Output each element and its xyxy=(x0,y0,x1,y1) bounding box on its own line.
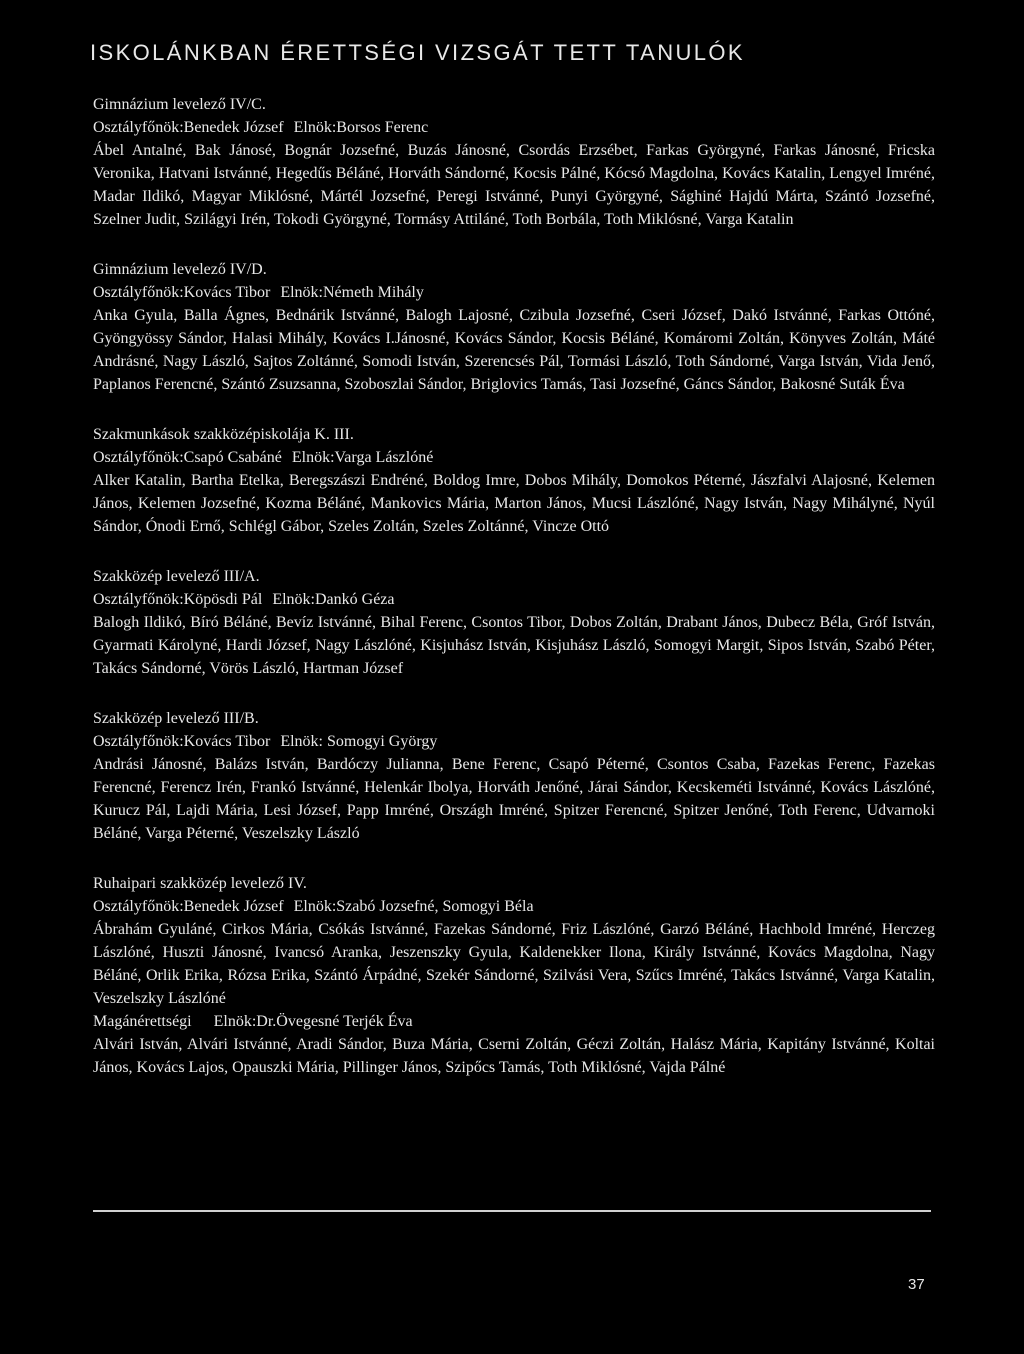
private-exam-heading xyxy=(93,1010,935,1033)
student-list: Alker Katalin, Bartha Etelka, Beregszászi Endréné, Boldog Imre, Dobos Mihály, Domokos Péterné, Jászfalvi Alajosné, Kelemen János, Kelemen Jozsefné, Kozma Béláné, Mankovics Mária, Marton János, Mucsi Lászlóné, Nagy István, Nagy Mihályné, Nyúl Sándor, Ónodi Ernő, Schlégl Gábor, Szeles Zoltán, Szeles Zoltánné, Vincze Ottó xyxy=(93,472,935,535)
bottom-divider xyxy=(93,1210,931,1212)
class-leaders xyxy=(93,588,935,611)
class-name: Gimnázium levelező IV/D. xyxy=(93,261,267,278)
class-teacher: Osztályfőnök:Kovács Tibor xyxy=(93,284,271,301)
class-section-ruhaipari-iv xyxy=(93,872,935,1079)
class-name: Szakmunkások szakközépiskolája K. III. xyxy=(93,426,354,443)
private-student-list: Alvári István, Alvári Istvánné, Aradi Sándor, Buza Mária, Cserni Zoltán, Géczi Zoltán, Halász Mária, Kapitány Istvánné, Koltai János, Kovács Lajos, Opauszki Mária, Pillinger János, Szipőcs Tamás, Toth Miklósné, Vajda Pálné xyxy=(93,1036,935,1076)
exam-president: Elnök:Borsos Ferenc xyxy=(293,119,429,136)
class-teacher: Osztályfőnök:Kovács Tibor xyxy=(93,733,271,750)
class-name: Gimnázium levelező IV/C. xyxy=(93,96,266,113)
class-leaders xyxy=(93,730,935,753)
class-section-szakkozep-iii-b xyxy=(93,707,935,845)
class-section-gimnazium-iv-d xyxy=(93,258,935,396)
private-exam-label: Magánérettségi xyxy=(93,1013,192,1030)
private-exam-president: Elnök:Dr.Övegesné Terjék Éva xyxy=(213,1013,413,1030)
class-leaders xyxy=(93,281,935,304)
document-page xyxy=(90,40,935,1106)
student-list: Ábrahám Gyuláné, Cirkos Mária, Csókás Istvánné, Fazekas Sándorné, Friz Lászlóné, Garzó Béláné, Hachbold Imréné, Herczeg Lászlóné, Huszti Jánosné, Ivancsó Aranka, Jeszenszky Gyula, Kaldenekker Ilona, Király Istvánné, Kovács Magdolna, Nagy Béláné, Orlik Erika, Rózsa Erika, Szántó Árpádné, Szekér Sándorné, Szilvási Vera, Szűcs Imréné, Takács Istvánné, Varga Katalin, Veszelszky Lászlóné xyxy=(93,921,935,1007)
class-section-gimnazium-iv-c xyxy=(93,93,935,231)
student-list: Ábel Antalné, Bak Jánosé, Bognár Jozsefné, Buzás Jánosné, Csordás Erzsébet, Farkas Györgyné, Farkas Jánosné, Fricska Veronika, Hatvani Istvánné, Hegedűs Béláné, Horváth Sándorné, Kocsis Pálné, Kócsó Magdolna, Kovács Katalin, Lengyel Imréné, Madar Ildikó, Magyar Miklósné, Mártél Jozsefné, Peregi Istvánné, Punyi Györgyné, Sághiné Hajdú Márta, Szántó Jozsefné, Szelner Judit, Szilágyi Irén, Tokodi Györgyné, Tormásy Attiláné, Toth Borbála, Toth Miklósné, Varga Katalin xyxy=(93,142,935,228)
student-list: Balogh Ildikó, Bíró Béláné, Bevíz Istvánné, Bihal Ferenc, Csontos Tibor, Dobos Zoltán, Drabant János, Dubecz Béla, Gróf István, Gyarmati Károlyné, Hardi József, Nagy Lászlóné, Kisjuhász István, Kisjuhász László, Somogyi Margit, Sipos István, Szabó Péter, Takács Sándorné, Vörös László, Hartman József xyxy=(93,614,935,677)
class-name: Ruhaipari szakközép levelező IV. xyxy=(93,875,307,892)
exam-president: Elnök:Szabó Jozsefné, Somogyi Béla xyxy=(293,898,534,915)
class-leaders xyxy=(93,116,935,139)
class-name: Szakközép levelező III/B. xyxy=(93,710,259,727)
class-name: Szakközép levelező III/A. xyxy=(93,568,260,585)
student-list: Anka Gyula, Balla Ágnes, Bednárik Istvánné, Balogh Lajosné, Czibula Jozsefné, Cseri József, Dakó Istvánné, Farkas Ottóné, Gyöngyössy Sándor, Halasi Mihály, Kovács I.Jánosné, Kovács Sándor, Kocsis Béláné, Komáromi Zoltán, Könyves Zoltán, Máté Andrásné, Nagy László, Sajtos Zoltánné, Somodi István, Szerencsés Pál, Tormási László, Toth Sándorné, Varga István, Vida Jenő, Paplanos Ferencné, Szántó Zsuzsanna, Szoboszlai Sándor, Briglovics Tamás, Tasi Jozsefné, Gáncs Sándor, Bakosné Suták Éva xyxy=(93,307,935,393)
class-teacher: Osztályfőnök:Köpösdi Pál xyxy=(93,591,263,608)
page-number: 37 xyxy=(908,1276,925,1293)
class-teacher: Osztályfőnök:Benedek József xyxy=(93,898,284,915)
class-section-szakmunkas-k-iii xyxy=(93,423,935,538)
class-teacher: Osztályfőnök:Csapó Csabáné xyxy=(93,449,282,466)
class-leaders xyxy=(93,446,935,469)
exam-president: Elnök:Németh Mihály xyxy=(280,284,424,301)
class-teacher: Osztályfőnök:Benedek József xyxy=(93,119,284,136)
class-section-szakkozep-iii-a xyxy=(93,565,935,680)
class-leaders xyxy=(93,895,935,918)
exam-president: Elnök:Varga Lászlóné xyxy=(291,449,434,466)
student-list: Andrási Jánosné, Balázs István, Bardóczy Julianna, Bene Ferenc, Csapó Péterné, Csontos Csaba, Fazekas Ferenc, Fazekas Ferencné, Ferencz Irén, Frankó Istvánné, Helenkár Ibolya, Horváth Jenőné, Járai Sándor, Kecskeméti Istvánné, Kovács Lászlóné, Kurucz Pál, Lajdi Mária, Lesi József, Papp Imréné, Országh Imréné, Spitzer Ferencné, Spitzer Jenőné, Toth Ferenc, Udvarnoki Béláné, Varga Péterné, Veszelszky László xyxy=(93,756,935,842)
exam-president: Elnök:Dankó Géza xyxy=(272,591,395,608)
page-title: ISKOLÁNKBAN ÉRETTSÉGI VIZSGÁT TETT TANULÓK xyxy=(90,40,746,65)
exam-president: Elnök: Somogyi György xyxy=(280,733,438,750)
